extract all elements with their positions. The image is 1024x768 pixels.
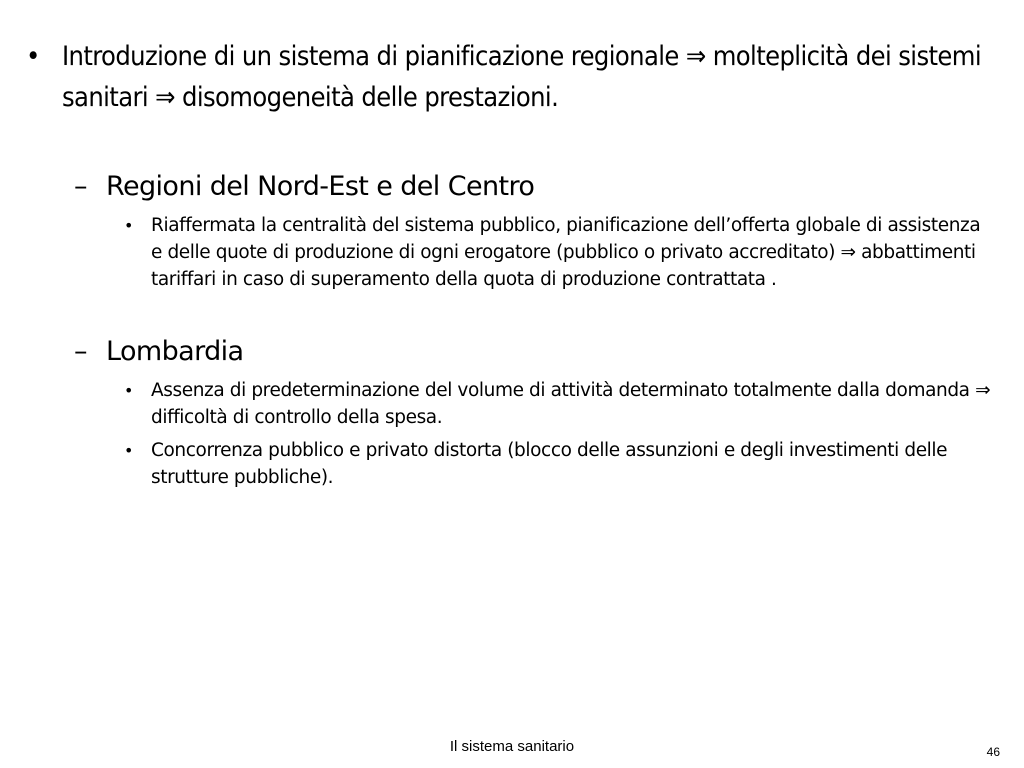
list-item-text: Riaffermata la centralità del sistema pubblico, pianificazione dell’offerta globale di assistenza e delle quote di produzione di ogni erogatore (pubblico o privato accreditato) ⇒ abbattimenti tariffari in caso di superamento della quota di produzione contrattata . [151, 215, 981, 290]
list-item-predeterminazione [124, 377, 994, 431]
list-item-centralita [124, 212, 994, 293]
small-bullet-marker: • [124, 441, 134, 460]
page-number: 46 [986, 745, 1000, 759]
sub-heading-text: Regioni del Nord-Est e del Centro [106, 171, 535, 202]
small-bullet-marker: • [124, 381, 134, 400]
bullet-marker: • [26, 41, 41, 72]
main-point-text: Introduzione di un sistema di pianificazione regionale ⇒ molteplicità dei sistemi sanitari ⇒ disomogeneità delle prestazioni. [62, 41, 981, 113]
list-item-text: Concorrenza pubblico e privato distorta (blocco delle assunzioni e degli investimenti delle strutture pubbliche). [151, 440, 948, 488]
list-item-concorrenza [124, 437, 994, 491]
main-bullet-point [26, 36, 986, 118]
small-bullet-marker: • [124, 216, 134, 235]
dash-marker: – [74, 171, 87, 202]
sub-heading-lombardia [74, 334, 974, 370]
sub-heading-text: Lombardia [106, 336, 244, 367]
sub-heading-nord-est-centro [74, 169, 974, 205]
footer-title: Il sistema sanitario [449, 738, 575, 755]
list-item-text: Assenza di predeterminazione del volume di attività determinato totalmente dalla domanda ⇒ difficoltà di controllo della spesa. [151, 380, 991, 428]
dash-marker: – [74, 336, 87, 367]
